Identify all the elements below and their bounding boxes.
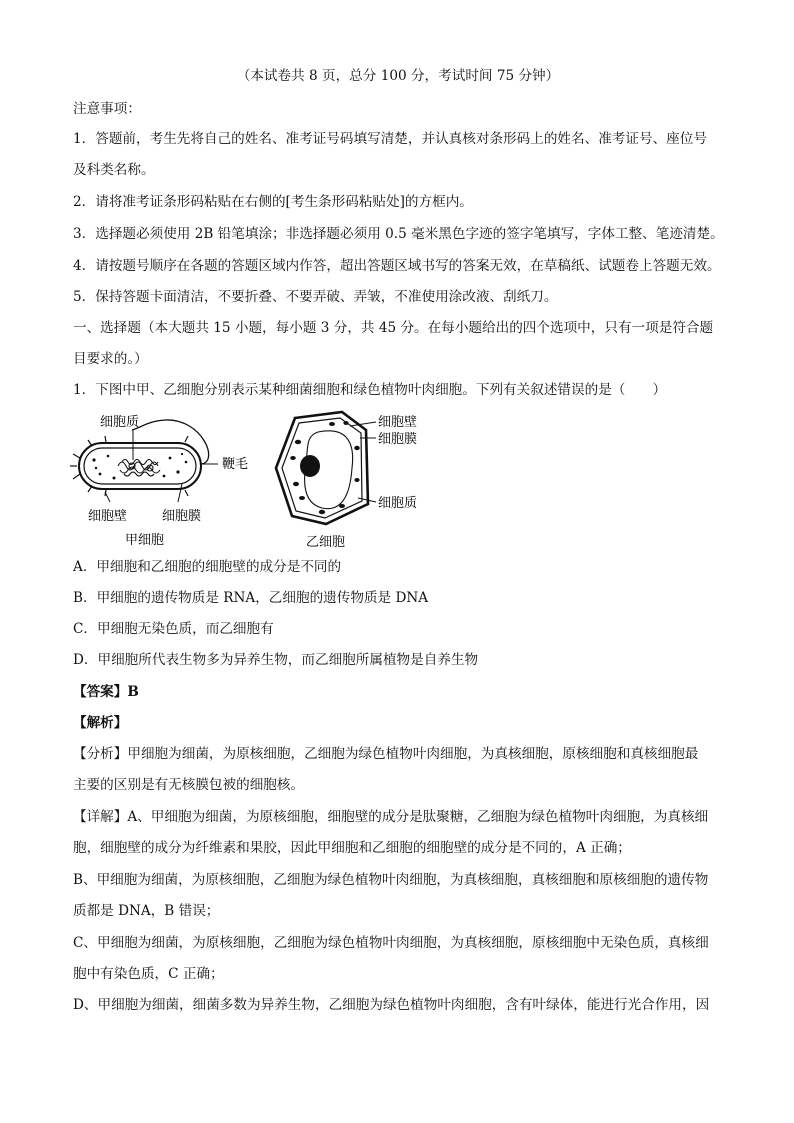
analysis-line: B、甲细胞为细菌，为原核细胞，乙细胞为绿色植物叶肉细胞，为真核细胞，真核细胞和原核细胞的遗传物 xyxy=(73,872,709,888)
analysis-label: 【解析】 xyxy=(73,715,128,731)
option-c: C．甲细胞无染色质，而乙细胞有 xyxy=(73,621,274,637)
notice-item: 及科类名称。 xyxy=(73,162,155,178)
section-title: 一、选择题（本大题共 15 小题，每小题 3 分，共 45 分。在每小题给出的四个选项中，只有一项是符合题 xyxy=(73,320,714,336)
analysis-line: C、甲细胞为细菌，为原核细胞，乙细胞为绿色植物叶肉细胞，为真核细胞，原核细胞中无染色质，真核细 xyxy=(73,935,709,951)
analysis-line: D、甲细胞为细菌，细菌多数为异养生物，乙细胞为绿色植物叶肉细胞，含有叶绿体，能进行光合作用，因 xyxy=(73,997,710,1013)
option-d: D．甲细胞所代表生物多为异养生物，而乙细胞所属植物是自养生物 xyxy=(73,652,479,668)
analysis-line: 【分析】甲细胞为细菌，为原核细胞，乙细胞为绿色植物叶肉细胞，为真核细胞，原核细胞和真核细胞最 xyxy=(73,746,699,762)
analysis-line: 胞中有染色质，C 正确； xyxy=(73,966,224,982)
notice-item: 2．请将准考证条形码粘贴在右侧的[考生条形码粘贴处]的方框内。 xyxy=(73,194,473,210)
analysis-line: 胞，细胞壁的成分为纤维素和果胶，因此甲细胞和乙细胞的细胞壁的成分是不同的，A 正确； xyxy=(73,840,631,856)
label-membrane-a: 细胞膜 xyxy=(162,509,202,524)
plant-cell-diagram xyxy=(276,412,417,550)
label-cell-a: 甲细胞 xyxy=(125,533,165,548)
question-stem: 1．下图中甲、乙细胞分别表示某种细菌细胞和绿色植物叶肉细胞。下列有关叙述错误的是（ ） xyxy=(73,382,667,398)
notice-item: 4．请按题号顺序在各题的答题区域内作答，超出答题区域书写的答案无效，在草稿纸、试题卷上答题无效。 xyxy=(73,258,721,274)
label-wall-a: 细胞壁 xyxy=(88,509,128,524)
notice-item: 3．选择题必须使用 2B 铅笔填涂；非选择题必须用 0.5 毫米黑色字迹的签字笔填写，字体工整、笔迹清楚。 xyxy=(73,226,724,242)
notice-title: 注意事项： xyxy=(73,101,141,117)
section-title-cont: 目要求的。） xyxy=(73,351,148,367)
option-a: A．甲细胞和乙细胞的细胞壁的成分是不同的 xyxy=(73,559,342,575)
analysis-line: 【详解】A、甲细胞为细菌，为原核细胞，细胞壁的成分是肽聚糖，乙细胞为绿色植物叶肉细胞，为真核细 xyxy=(73,809,709,825)
label-cell-b: 乙细胞 xyxy=(306,535,346,550)
label-membrane-b: 细胞膜 xyxy=(378,432,418,447)
option-b: B．甲细胞的遗传物质是 RNA，乙细胞的遗传物质是 DNA xyxy=(73,590,429,606)
exam-info: （本试卷共 8 页，总分 100 分，考试时间 75 分钟） xyxy=(236,68,560,84)
analysis-line: 质都是 DNA，B 错误； xyxy=(73,903,220,919)
analysis-line: 主要的区别是有无核膜包被的细胞核。 xyxy=(73,777,305,793)
notice-item: 5．保持答题卡面清洁，不要折叠、不要弄破、弄皱，不准使用涂改液、刮纸刀。 xyxy=(73,289,558,305)
bacterium-diagram xyxy=(70,415,248,548)
notice-item: 1．答题前，考生先将自己的姓名、准考证号码填写清楚，并认真核对条形码上的姓名、准考证号、座位号 xyxy=(73,131,707,147)
label-cytoplasm-b: 细胞质 xyxy=(378,496,418,511)
label-wall-b: 细胞壁 xyxy=(378,415,418,430)
cell-figure xyxy=(70,408,450,553)
label-flagellum: 鞭毛 xyxy=(222,457,249,472)
answer: 【答案】B xyxy=(73,684,139,700)
label-cytoplasm-a: 细胞质 xyxy=(100,415,140,430)
